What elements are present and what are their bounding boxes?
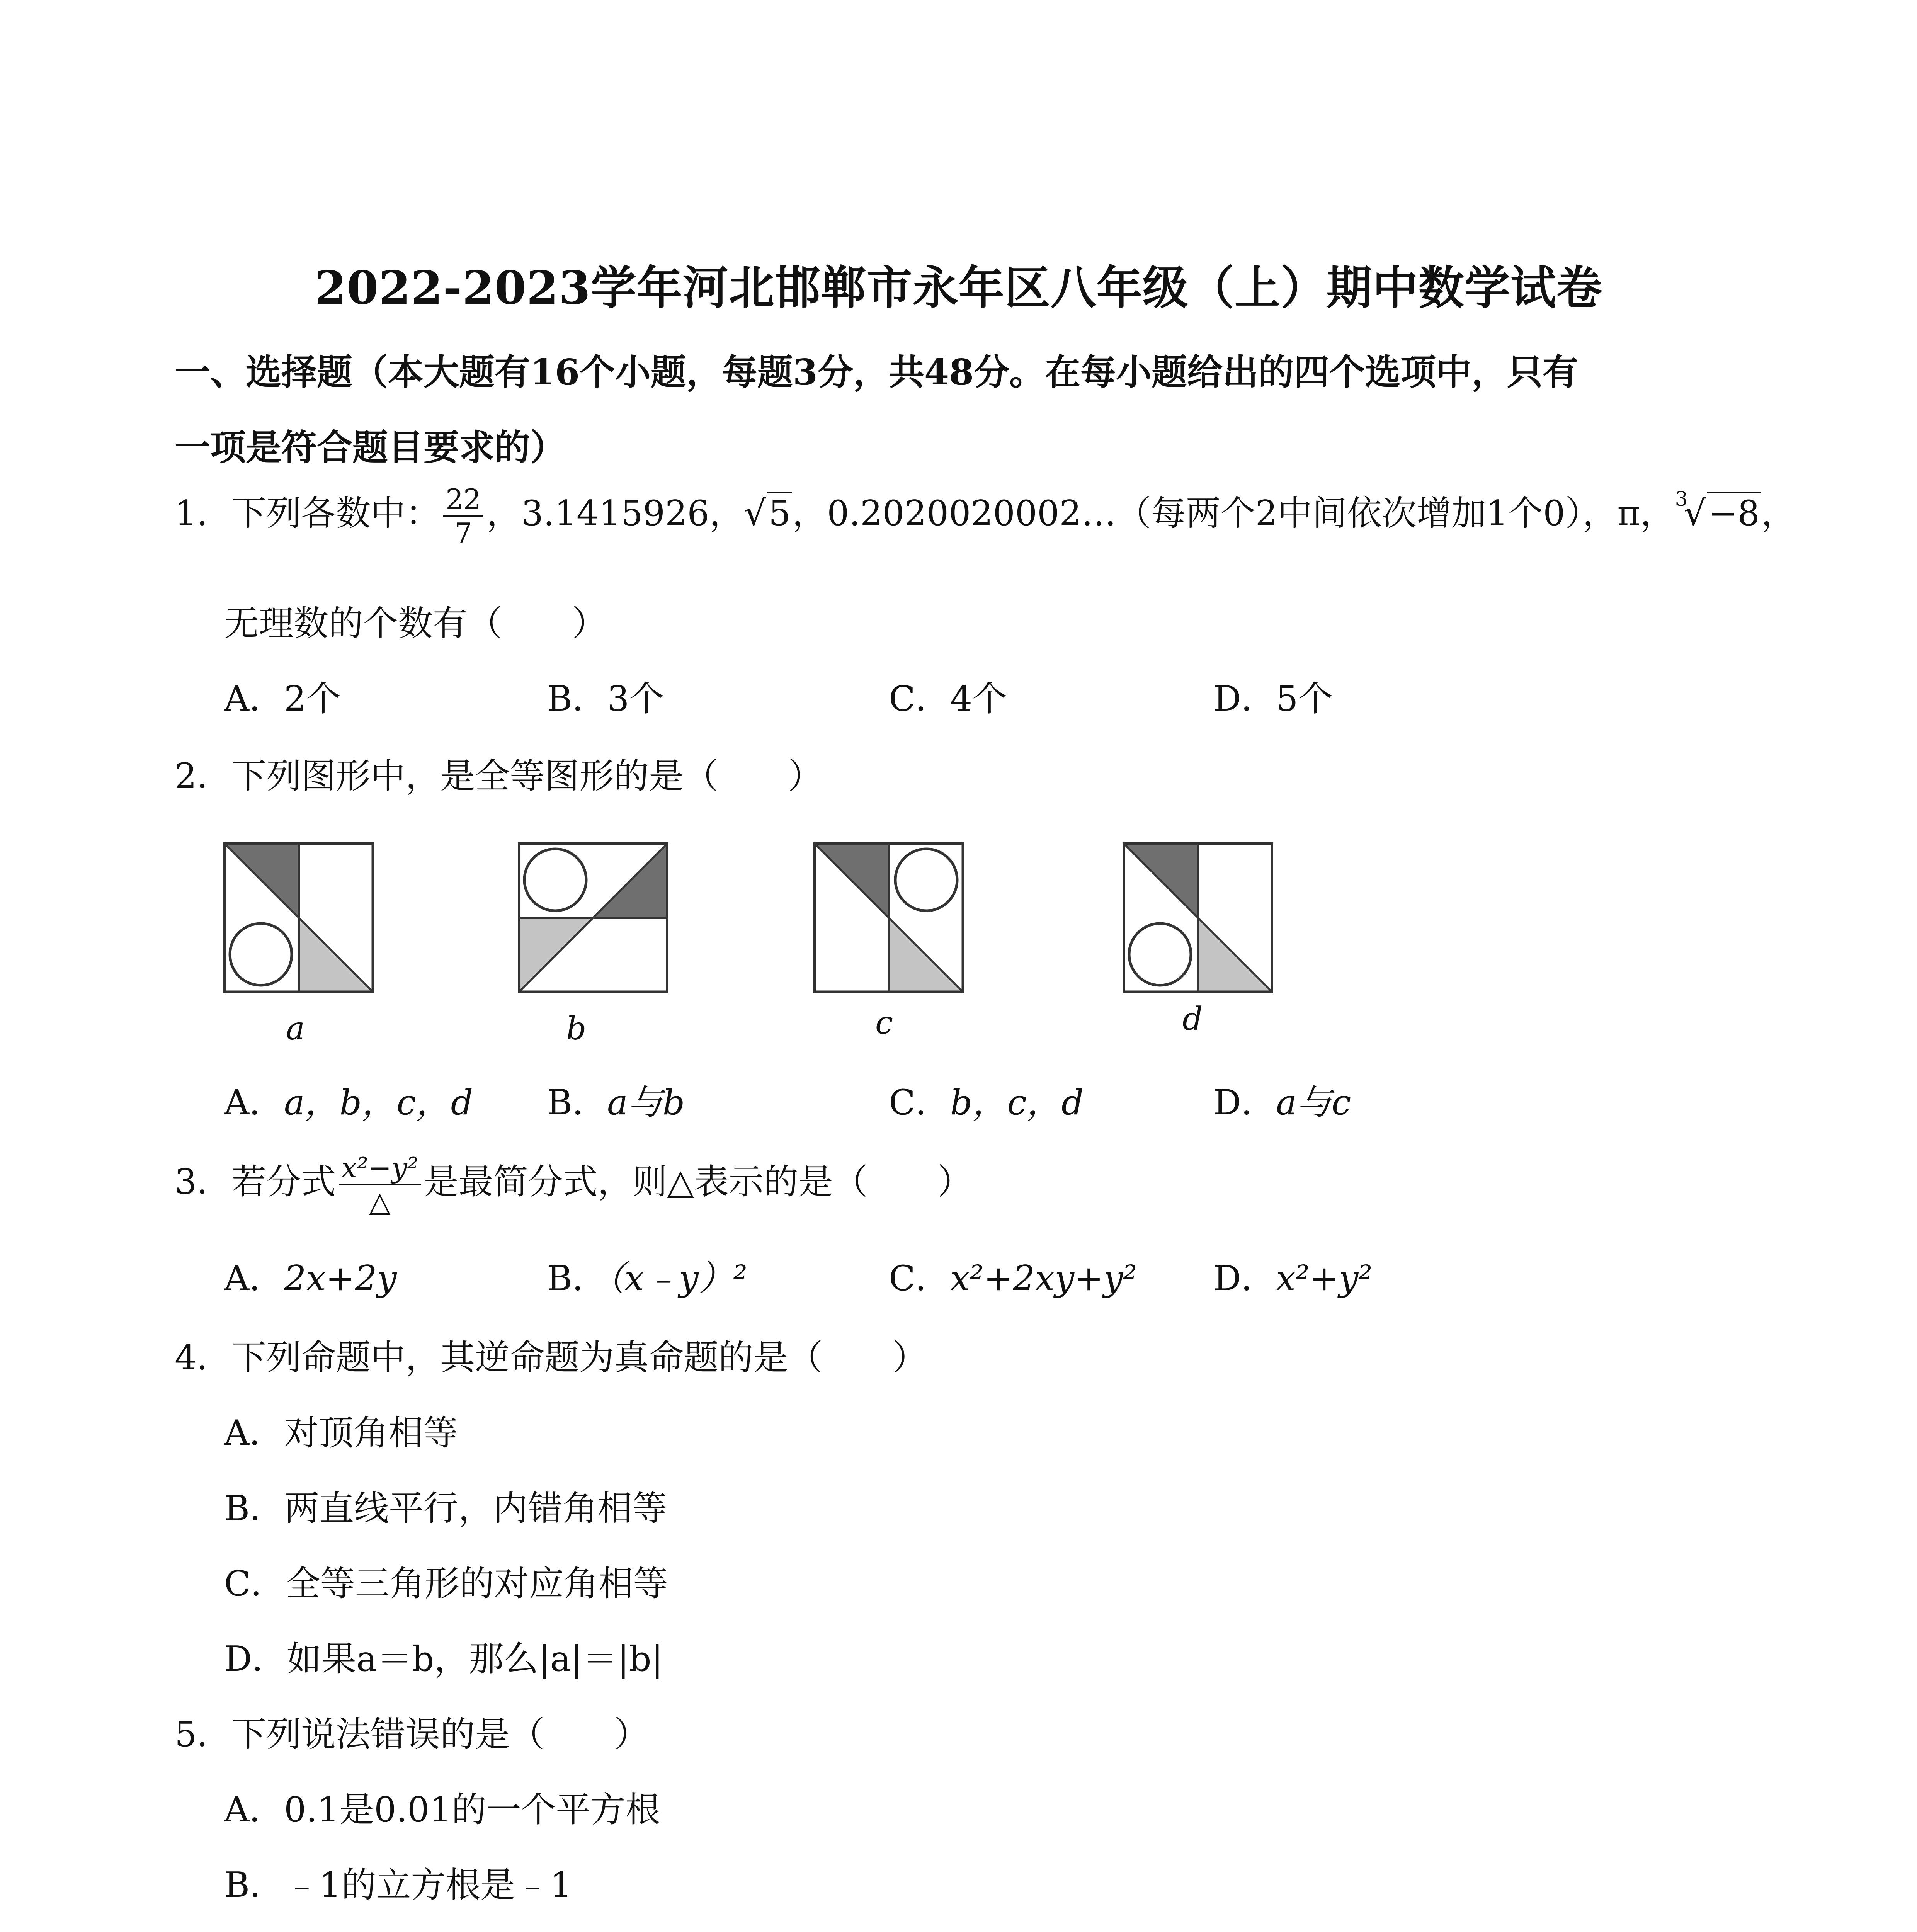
figure-b-label: b (566, 1010, 587, 1047)
figure-d (1123, 842, 1273, 993)
q3-fraction (339, 1151, 420, 1218)
figure-b-circle (524, 849, 586, 911)
figure-a (223, 842, 374, 993)
q1-fraction-numerator: 22 (443, 485, 483, 517)
question-5-stem: 5．下列说法错误的是（ ） (175, 1714, 649, 1755)
q1-option-d: D．5个 (1213, 679, 1333, 719)
q2-option-d-letter: D． (1213, 1082, 1276, 1123)
page-title: 2022-2023学年河北邯郸市永年区八年级（上）期中数学试卷 (315, 261, 1602, 315)
q2-option-b-letter: B． (547, 1082, 607, 1123)
question-3-stem (175, 1153, 972, 1216)
q3-fraction-denominator: △ (369, 1185, 391, 1218)
q1-cbrt-index: 3 (1675, 488, 1688, 511)
q3-option-b-text: （x﹣y）² (607, 1258, 747, 1299)
q5-option-b: B．﹣1的立方根是﹣1 (224, 1865, 572, 1905)
q1-option-b: B．3个 (547, 679, 664, 719)
q4-option-c: C．全等三角形的对应角相等 (224, 1563, 668, 1604)
q1-cbrt-arg: −8 (1707, 492, 1761, 534)
q2-option-a-text: a，b，c，d (284, 1082, 473, 1123)
q1-fraction-denominator: 7 (454, 517, 472, 549)
q1-fraction (443, 485, 483, 547)
q5-option-a: A．0.1是0.01的一个平方根 (224, 1789, 660, 1830)
q3-option-c-letter: C． (889, 1258, 950, 1299)
q3-option-b (547, 1250, 747, 1300)
q2-option-d-text: a与c (1276, 1082, 1351, 1123)
q1-sqrt5-arg: 5 (767, 492, 792, 534)
q2-option-d (1213, 1074, 1351, 1124)
q1-prefix: 1．下列各数中： (175, 493, 441, 534)
q2-option-b (547, 1074, 685, 1124)
q2-option-a (224, 1074, 473, 1124)
q1-end: ， (1761, 493, 1796, 534)
q1-sqrt5-symbol: √ (744, 493, 766, 534)
figure-d-circle (1129, 923, 1191, 985)
q2-option-c (889, 1074, 1084, 1124)
q3-option-d (1213, 1250, 1372, 1300)
q1-mid2: ，0.2020020002…（每两个2中间依次增加1个0），π， (792, 493, 1675, 534)
question-4-stem: 4．下列命题中，其逆命题为真命题的是（ ） (175, 1337, 927, 1378)
q2-option-a-letter: A． (224, 1082, 284, 1123)
q3-option-c (889, 1250, 1137, 1300)
q3-fraction-numerator: x²−y² (339, 1154, 420, 1185)
q1-cbrt-symbol: √ (1684, 493, 1706, 534)
q3-option-a-text: 2x+2y (284, 1258, 397, 1299)
q1-option-a: A．2个 (224, 679, 341, 719)
section-heading-line1: 一、选择题（本大题有16个小题，每题3分，共48分。在每小题给出的四个选项中，只有 (175, 351, 1579, 393)
q3-option-c-text: x²+2xy+y² (950, 1258, 1137, 1299)
figure-b (518, 842, 668, 993)
question-1-stem (175, 485, 1796, 547)
q3-suffix: 是最简分式，则△表示的是（ ） (424, 1162, 972, 1202)
q4-option-b: B．两直线平行，内错角相等 (224, 1488, 667, 1529)
q3-option-d-text: x²+y² (1276, 1258, 1373, 1299)
figure-c (813, 842, 964, 993)
q3-option-d-letter: D． (1213, 1258, 1276, 1299)
q3-option-a-letter: A． (224, 1258, 284, 1299)
section-heading-line2: 一项是符合题目要求的） (175, 427, 566, 468)
figure-a-circle (230, 923, 292, 985)
q2-option-c-text: b，c，d (950, 1082, 1084, 1123)
figure-d-label: d (1182, 1001, 1203, 1037)
figure-c-circle (895, 849, 957, 911)
q2-option-b-text: a与b (607, 1082, 685, 1123)
q3-option-a (224, 1250, 397, 1300)
q3-option-b-letter: B． (547, 1258, 607, 1299)
question-2-stem: 2．下列图形中，是全等图形的是（ ） (175, 756, 823, 796)
question-1-line2: 无理数的个数有（ ） (224, 603, 607, 644)
q2-option-c-letter: C． (889, 1082, 950, 1123)
q3-prefix: 3．若分式 (175, 1162, 336, 1202)
q4-option-d: D．如果a＝b，那么|a|＝|b| (224, 1639, 663, 1679)
q1-option-c: C．4个 (889, 679, 1007, 719)
figure-c-label: c (875, 1005, 893, 1041)
q4-option-a: A．对顶角相等 (224, 1413, 458, 1453)
q1-mid1: ，3.1415926， (486, 493, 744, 534)
figure-a-label: a (286, 1010, 305, 1047)
